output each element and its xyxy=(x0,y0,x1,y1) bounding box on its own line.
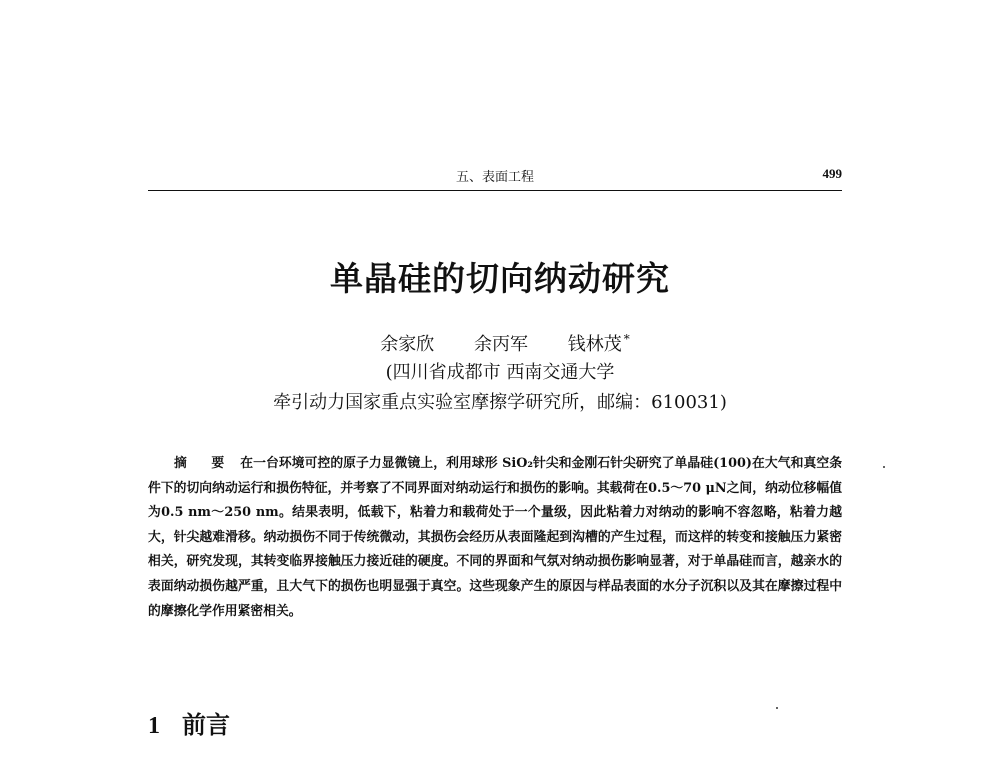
author-1: 余家欣 xyxy=(380,334,435,355)
affiliation-line-2: 牵引动力国家重点实验室摩擦学研究所，邮编：610031) xyxy=(273,392,727,413)
scan-speck xyxy=(776,707,778,709)
header-rule xyxy=(148,190,842,191)
corresponding-author-mark: * xyxy=(623,332,630,346)
abstract-text: 在一台环境可控的原子力显微镜上，利用球形 SiO₂针尖和金刚石针尖研究了单晶硅(100)在大气和真空条件下的切向纳动运行和损伤特征，并考察了不同界面对纳动运行和损伤的影响。其载荷在0.5～70 μN之间，纳动位移幅值为0.5 nm～250 nm。结果表明，低载下，粘着力和载荷处于一个量级，因此粘着力对纳动的影响不容忽略，粘着力越大，针尖越难滑移。纳动损伤不同于传统微动，其损伤会经历从表面隆起到沟槽的产生过程，而这样的转变和接触压力紧密相关，研究发现，其转变临界接触压力接近硅的硬度。不同的界面和气氛对纳动损伤影响显著，对于单晶硅而言，越亲水的表面纳动损伤越严重，且大气下的损伤也明显强于真空。这些现象产生的原因与样品表面的水分子沉积以及其在摩擦过程中的摩擦化学作用紧密相关。 xyxy=(148,456,842,619)
running-header-section: 五、表面工程 xyxy=(455,170,534,185)
running-header xyxy=(148,166,842,188)
author-list xyxy=(0,330,1000,356)
scan-speck xyxy=(883,466,885,468)
paper-title: 单晶硅的切向纳动研究 xyxy=(330,259,670,298)
author-2: 余丙军 xyxy=(474,334,528,355)
section-title: 前言 xyxy=(182,710,230,739)
section-heading xyxy=(148,705,230,740)
affiliation-line-1: (四川省成都市 西南交通大学 xyxy=(385,362,615,383)
author-3: 钱林茂 xyxy=(567,334,622,355)
abstract-label: 摘 要 xyxy=(174,456,235,471)
section-number: 1 xyxy=(148,713,160,739)
page-number: 499 xyxy=(822,166,842,181)
abstract xyxy=(148,452,842,624)
